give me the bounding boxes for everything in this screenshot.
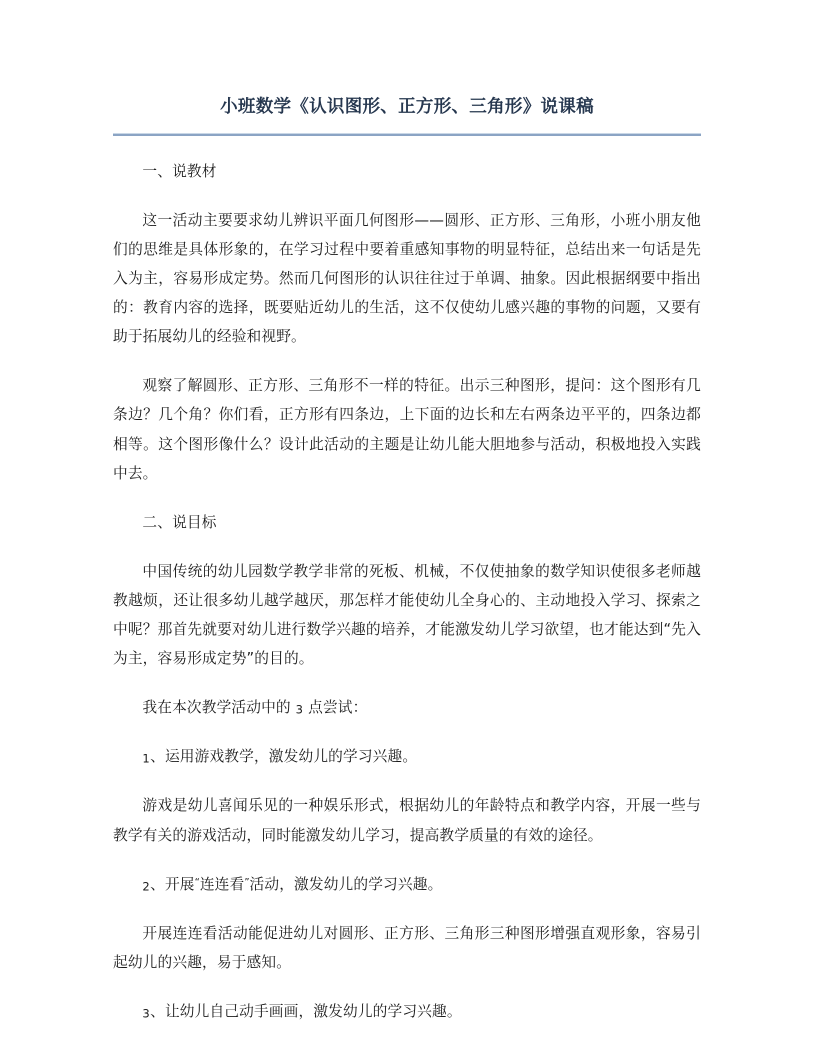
- attempt-2-body: 开展连连看活动能促进幼儿对圆形、正方形、三角形三种图形增强直观形象，容易引起幼儿的兴趣，易于感知。: [113, 924, 701, 971]
- quote-close: ”: [244, 876, 250, 888]
- attempt-2-quoted-term: 连连看: [199, 875, 245, 893]
- attempt-1-heading-text: 、运用游戏教学，激发幼儿的学习兴趣。: [150, 748, 418, 766]
- attempt-3-heading-text: 、让幼儿自己动手画画，激发幼儿的学习兴趣。: [150, 1003, 462, 1021]
- attempts-intro-after: 点尝试：: [303, 699, 368, 717]
- attempts-count: 3: [295, 702, 304, 717]
- section-heading-1: 一、说教材: [142, 162, 217, 180]
- attempt-2-heading-prefix: 、开展: [150, 875, 195, 893]
- attempt-1-number: 1: [142, 751, 151, 766]
- attempt-2-heading-suffix: 活动，激发幼儿的学习兴趣。: [249, 875, 443, 893]
- page-title: 小班数学《认识图形、正方形、三角形》说课稿: [220, 97, 594, 117]
- attempts-intro-before: 我在本次教学活动中的: [142, 699, 296, 717]
- attempt-3-heading: [113, 997, 701, 1026]
- attempt-3-number: 3: [142, 1006, 151, 1021]
- attempt-1-body: 游戏是幼儿喜闻乐见的一种娱乐形式，根据幼儿的年龄特点和教学内容，开展一些与教学有关的游戏活动，同时能激发幼儿学习，提高教学质量的有效的途径。: [113, 797, 701, 844]
- attempt-2-heading: [113, 870, 701, 899]
- section-1-paragraph-1: 这一活动主要要求幼儿辨识平面几何图形——圆形、正方形、三角形，小班小朋友他们的思维是具体形象的，在学习过程中要着重感知事物的明显特征，总结出来一句话是先入为主，容易形成定势。然而几何图形的认识往往过于单调、抽象。因此根据纲要中指出的：教育内容的选择，既要贴近幼儿的生活，这不仅使幼儿感兴趣的事物的问题，又要有助于拓展幼儿的经验和视野。: [113, 211, 701, 346]
- attempt-2-number: 2: [142, 879, 151, 894]
- document-body: [113, 157, 701, 1027]
- section-heading-2: 二、说目标: [142, 513, 217, 531]
- section-2-paragraph-1: 中国传统的幼儿园数学教学非常的死板、机械，不仅使抽象的数学知识使很多老师越教越烦，还让很多幼儿越学越厌，那怎样才能使幼儿全身心的、主动地投入学习、探索之中呢？那首先就要对幼儿进行数学兴趣的培养，才能激发幼儿学习欲望，也才能达到“先入为主，容易形成定势”的目的。: [113, 562, 701, 668]
- quote-open: “: [194, 876, 200, 888]
- attempt-1-heading: [113, 742, 701, 771]
- attempts-intro: [113, 693, 701, 722]
- title-divider: [113, 133, 701, 136]
- document-content: [113, 0, 701, 1046]
- section-1-paragraph-2: 观察了解圆形、正方形、三角形不一样的特征。出示三种图形，提问：这个图形有几条边？几个角？你们看，正方形有四条边，上下面的边长和左右两条边平平的，四条边都相等。这个图形像什么？设计此活动的主题是让幼儿能大胆地参与活动，积极地投入实践中去。: [113, 377, 701, 482]
